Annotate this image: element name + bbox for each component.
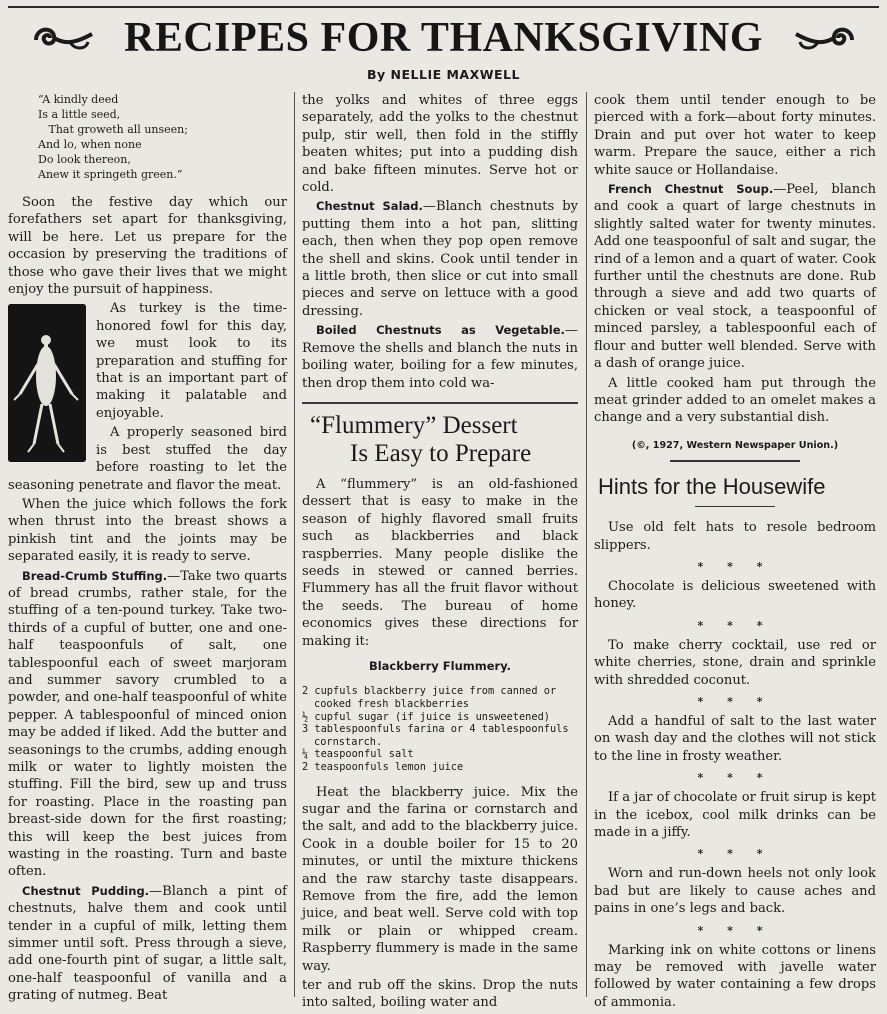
pudding-body: —Blanch a pint of chestnuts, halve them and cook until tender in a cupful of milk, letting them simmer until soft. Press through a sieve, add one-fourth pint of sugar, a little salt, one-half teaspoonful of vanilla and a grating of nutmeg. Beat (8, 883, 288, 1004)
column-2 (302, 92, 578, 1014)
flummery-intro: A “flummery” is an old-fashioned dessert that is easy to make in the season of highly flavored small fruits such as blackberries and black raspberries. Many people dislike the seeds in stewed or canned berries. Flummery has all the fruit flavor without the seeds. The bureau of home economics gives these directions for making it: (302, 476, 578, 649)
poem-line: Do look thereon, (38, 153, 131, 166)
column-3 (594, 92, 876, 1013)
soup-title: French Chestnut Soup. (608, 182, 774, 197)
boiled-continued: ter and rub off the skins. Drop the nuts into salted, boiling water and (302, 978, 578, 1011)
intro-paragraph: Soon the festive day which our forefathers set apart for thanksgiving, will be here. Let us prepare for the occasion by preserving the traditions of those who gave their lives that we might enjoy the pursuit of happiness. (8, 195, 287, 298)
salad-recipe (302, 198, 578, 320)
soup-recipe (594, 181, 876, 372)
hint-item: Use old felt hats to resole bedroom slippers. (594, 520, 876, 553)
poem-line: That groweth all unseen; (38, 123, 188, 136)
boiled-continued-2: cook them until tender enough to be pierced with a fork—about forty minutes. Drain and put over hot water to keep warm. Prepare the sauce, either a rich white sauce or Hollandaise. (594, 93, 876, 178)
ingredient: ½ cupful sugar (if juice is unsweetened) (302, 710, 550, 723)
column-divider (586, 92, 587, 997)
turkey-illustration-icon (8, 304, 86, 462)
ingredient: 2 teaspoonfuls lemon juice (302, 760, 464, 773)
hint-item: Marking ink on white cottons or linens may be removed with javelle water followed by water containing a few drops of ammonia. (594, 942, 876, 1010)
top-rule (8, 6, 879, 8)
byline: By NELLIE MAXWELL (366, 67, 520, 82)
salad-title: Chestnut Salad. (316, 199, 423, 214)
poem (38, 92, 287, 182)
stuffing-body: —Take two quarts of bread crumbs, rather stale, for the stuffing of a ten-pound turkey. Take two-thirds of a cupful of butter, one and one-half teaspoonfuls of salt, one tablespoonful each of sweet marjoram and summer savory crumbled to a powder, and one-half teaspoonful of white pepper. A tablespoonful of minced onion may be added if liked. Add the butter and seasonings to the crumbs, adding enough milk or water to lightly moisten the stuffing. Fill the bird, sew up and truss for roasting. Place in the roasting pan breast-side down for the first roasting; this will keep the best juices from wasting in the roasting. Turn and baste often. (8, 568, 287, 880)
flummery-headline-line: “Flummery” Dessert (310, 411, 518, 439)
salad-body: —Blanch chestnuts by putting them into a hot pan, slitting each, then when they pop open remove the shell and skins. Cook until tender in a little broth, then slice or cut into small pieces and serve on lettuce with a good dressing. (302, 199, 578, 319)
ingredient: 3 tablespoonfuls farina or 4 tablespoonfuls cornstarch. (302, 723, 569, 748)
hint-item: Chocolate is delicious sweetened with honey. (594, 578, 876, 612)
scroll-ornament-icon (792, 20, 858, 54)
soup-body: —Peel, blanch and cook a quart of large chestnuts in slightly salted water for twenty minutes. Add one teaspoonful of salt and sugar, the rind of a lemon and a quart of water. Cook further until the chestnuts are done. Rub through a sieve and add two quarts of chicken or veal stock, a teaspoonful of minced parsley, a tablespoonful each of flour and butter well blended. Serve with a dash of orange juice. (594, 182, 876, 372)
ingredient: 2 cupfuls blackberry juice from canned or cooked fresh blackberries (302, 685, 557, 710)
star-separator: * * * (697, 559, 773, 573)
flummery-headline-line: Is Easy to Prepare (350, 439, 532, 467)
star-separator: * * * (697, 694, 773, 708)
star-separator: * * * (697, 618, 773, 632)
page-title: RECIPES FOR THANKSGIVING (123, 15, 763, 61)
turkey-paragraph: As turkey is the time-honored fowl for this day, we must look to its preparation and stuffing for that is an important part of making it palatable and enjoyable. (96, 301, 287, 421)
star-separator: * * * (697, 923, 773, 937)
hint-item: Worn and run-down heels not only look bad but are likely to cause aches and pains in one’s legs and back. (594, 866, 876, 917)
stuffing-title: Bread-Crumb Stuffing. (22, 568, 168, 583)
star-separator: * * * (697, 847, 773, 861)
doneness-paragraph: When the juice which follows the fork when thrust into the breast shows a pinkish tint and the joints may be separated easily, it is ready to serve. (8, 496, 287, 565)
hint-item: Add a handful of salt to the last water on wash day and the clothes will not stick to the line in frosty weather. (594, 713, 876, 764)
pudding-title: Chestnut Pudding. (22, 883, 150, 898)
boiled-body: —Remove the shells and blanch the nuts in boiling water, boiling for a few minutes, then drop them into cold wa- (302, 323, 578, 391)
flummery-method: Heat the blackberry juice. Mix the sugar and the farina or cornstarch and the salt, and add to the blackberry juice. Cook in a double boiler for 15 to 20 minutes, or until the mixture thickens and the raw starchy taste disappears. Remove from the fire, add the lemon juice, and beat well. Serve cold with top milk or plain or whipped cream. Raspberry flummery is made in the same way. (302, 784, 578, 974)
poem-line: “A kindly deed (38, 93, 119, 106)
pudding-continued: the yolks and whites of three eggs separately, add the yolks to the chestnut pulp, stir well, then fold in the stiffly beaten whites; put into a pudding dish and bake fifteen minutes. Serve hot or cold. (302, 93, 578, 196)
boiled-recipe (302, 322, 578, 392)
ingredient: ¼ teaspoonful salt (302, 748, 414, 761)
copyright-line: (©, 1927, Western Newspaper Union.) (631, 439, 839, 451)
seasoning-paragraph: A properly seasoned bird is best stuffed the day before roasting to let the seasoning penetrate and flavor the meat. (8, 425, 287, 493)
poem-line: And lo, when none (38, 138, 142, 151)
poem-line: Is a little seed, (38, 108, 121, 121)
flummery-headline (310, 412, 578, 468)
hint-item: To make cherry cocktail, use red or white cherries, stone, drain and sprinkle with shredded coconut. (594, 637, 876, 688)
hints-headline: Hints for the Housewife (598, 474, 826, 500)
ham-paragraph: A little cooked ham put through the meat grinder added to an omelet makes a change and a very substantial dish. (594, 375, 876, 426)
star-separator: * * * (697, 771, 773, 785)
column-divider (294, 92, 295, 997)
stuffing-recipe (8, 568, 287, 881)
ingredient-list (302, 685, 578, 773)
poem-line: Anew it springeth green.” (38, 168, 183, 181)
pudding-recipe (8, 883, 287, 1005)
headline-underline (695, 506, 775, 507)
boiled-title: Boiled Chestnuts as Vegetable. (316, 323, 565, 338)
section-divider (302, 402, 578, 404)
hint-item: If a jar of chocolate or fruit sirup is kept in the icebox, cool milk drinks can be made in a jiffy. (594, 790, 876, 840)
column-1 (8, 92, 287, 1007)
recipe-title: Blackberry Flummery. (368, 658, 512, 673)
section-divider (670, 460, 800, 462)
